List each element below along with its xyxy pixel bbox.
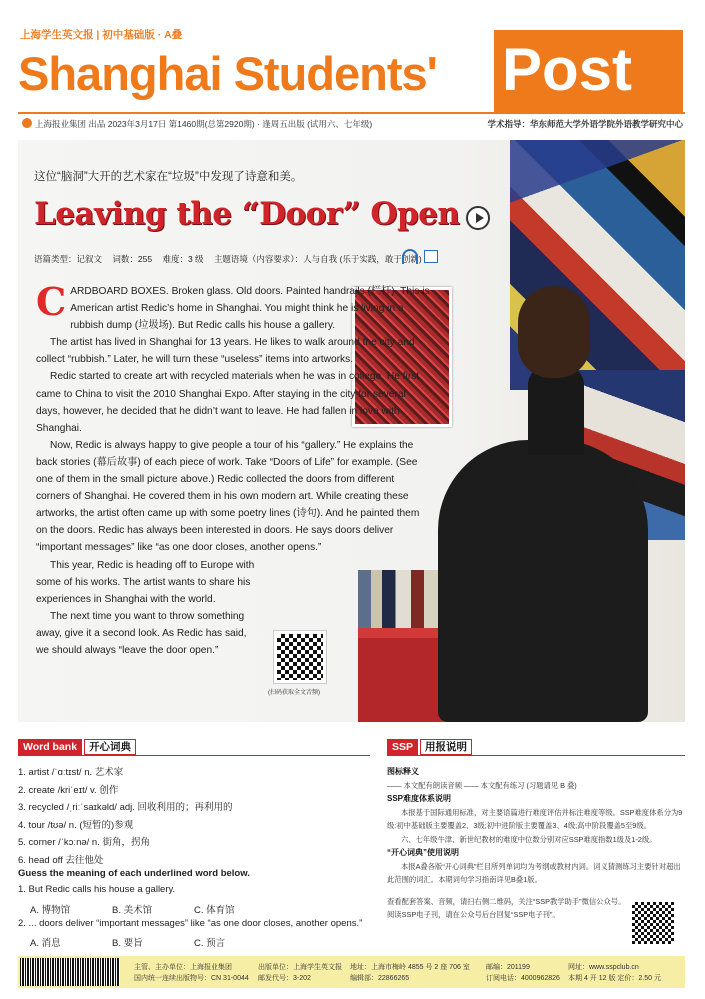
paragraph: Redic started to create art with recycled materials when he was in college. He first came to China to visit the 2010 Shanghai Expo. After staying in the city for several days, however, he decided that he didn’t want to leave. He had fallen in love with Shanghai. <box>36 371 420 434</box>
ssp-header <box>387 739 472 755</box>
footer-text: 地址：上海市梅岭 4855 号 2 座 706 室 <box>350 964 470 971</box>
wordbank-list <box>18 764 368 869</box>
artist-head <box>518 286 590 378</box>
paragraph <box>36 279 431 334</box>
ssp-subtitle: 用报说明 <box>420 739 472 755</box>
artist-neck <box>528 365 584 455</box>
footer-text: 出版单位：上海学生英文报 <box>258 964 342 971</box>
wordbank-title: Word bank <box>18 739 82 755</box>
word-item: 4. tour /tʊə/ n. (短暂的)参观 <box>18 819 134 831</box>
question-1: 1. But Redic calls his house a gallery. <box>18 884 176 895</box>
footer-text: 网址：www.sspclub.cn <box>568 964 639 971</box>
qr-caption: (扫码获取全文音频) <box>268 690 320 696</box>
masthead-rule <box>18 112 685 114</box>
paragraph: The next time you want to throw something away, give it a second look. As Redic has said, we should always “leave the door open.” <box>36 610 247 656</box>
question-2-options <box>30 935 276 949</box>
exercise-instruction: Guess the meaning of each underlined word below. <box>18 868 250 879</box>
issue-text: 上海报业集团 出品 2023年3月17日 第1460期(总第2920期) · 逢周五出版 (试用六、七年级) <box>35 119 373 129</box>
artist-figure <box>438 440 648 722</box>
play-icon[interactable] <box>466 206 490 230</box>
paragraph: The artist has lived in Shanghai for 13 years. He likes to walk around the city and collect “rubbish.” Later, he will turn these “useless” items into artworks. <box>36 337 415 366</box>
level-title: SSP难度体系说明 <box>387 794 452 803</box>
option[interactable]: A. 消息 <box>30 938 61 949</box>
footer-col-1 <box>134 962 249 984</box>
wordbank-subtitle: 开心词典 <box>84 739 136 755</box>
option[interactable]: A. 博物馆 <box>30 905 71 916</box>
footer-text: 主管、主办单位：上海报业集团 <box>134 964 232 971</box>
footer-col-5 <box>568 962 661 984</box>
icons-legend: —— 本文配有朗读音频 —— 本文配有练习 (习题请见 B 叠) <box>387 780 577 790</box>
footer-col-2 <box>258 962 342 984</box>
footer-col-3 <box>350 962 470 984</box>
academic-advisor: 学术指导：华东师范大学外语学院外语教学研究中心 <box>487 119 683 129</box>
paragraph: This year, Redic is heading off to Europe with some of his works. The artist wants to share his experiences in Shanghai with the world. <box>36 559 255 605</box>
headline: Leaving the “Door” Open <box>34 196 460 232</box>
ssp-rule <box>387 755 685 756</box>
ssp-title: SSP <box>387 739 418 755</box>
article-meta <box>34 253 430 265</box>
footer-text: 邮发代号：3-202 <box>258 975 311 982</box>
pencil-icon[interactable] <box>424 250 438 263</box>
meta-genre: 语篇类型：记叙文 <box>34 254 103 264</box>
wechat-qr-code[interactable] <box>632 902 674 944</box>
option[interactable]: C. 体育馆 <box>194 905 235 916</box>
icons-title: 图标释义 <box>387 767 419 776</box>
issue-info <box>22 118 372 130</box>
question-2: 2. ... doors deliver “important messages” like “as one door closes, another opens.” <box>18 918 363 929</box>
meta-words: 词数：255 <box>112 254 153 264</box>
level-text-2: 六、七年级牛津、新世纪教材的难度中位数分别对应SSP难度指数1级及1-2级。 <box>401 834 657 844</box>
footer-text: 国内统一连续出版物号：CN 31-0044 <box>134 975 249 982</box>
wordbank-header <box>18 739 136 755</box>
footer-text: 编辑部：22866265 <box>350 975 410 982</box>
word-item: 2. create /kriˈeɪt/ v. 创作 <box>18 784 119 796</box>
footer-text: 邮编：201199 <box>486 964 530 971</box>
meta-level: 难度：3 级 <box>162 254 204 264</box>
footer-text: 本期 4 开 12 版 定价：2.50 元 <box>568 975 661 982</box>
option[interactable]: B. 美术馆 <box>112 905 153 916</box>
level-text: 本报基于国际通用标准，对主要语篇进行难度评估并标注难度等级。SSP难度体系分为9级:初中基础版主要覆盖2、3级;初中进阶版主要覆盖3、4级;高中阶段覆盖5至9级。 <box>387 807 683 830</box>
paragraph: Now, Redic is always happy to give people a tour of his “gallery.” He explains the back stories (幕后故事) of each piece of work. Take “Doors of Life” for example. (See one of them in the small picture above.) Redic collected the doors from different corners of Shanghai. He covered them in his own modern art. While creating these artworks, the artist often came up with some poetry lines (诗句). And he painted them on the doors. Redic has always been interested in doors. He says doors deliver “important messages” like “as one door closes, another opens.” <box>36 439 420 554</box>
audio-qr-code[interactable] <box>274 631 326 683</box>
dict-title: “开心词典”使用说明 <box>387 848 459 857</box>
note-1: 查看配套答案、音频，请扫右侧二维码，关注“SSP教学助手”微信公众号。 <box>387 896 626 906</box>
tagline: 上海学生英文报 | 初中基础版 · A叠 <box>20 29 183 41</box>
dict-text: 本报A叠各版“开心词典”栏目所列单词均为考纲或教材内词。词义猜测练习主要针对超出此范围的词汇。本期词句学习指南详见B叠1版。 <box>387 861 681 884</box>
word-item: 1. artist /ˈɑːtɪst/ n. 艺术家 <box>18 767 124 778</box>
meta-theme: 主题语境（内容要求）：人与自我 (乐于实践，敢于创新) <box>213 254 422 264</box>
masthead-title: Shanghai Students' <box>18 47 437 100</box>
footer-col-4 <box>486 962 560 984</box>
paragraph-text: ARDBOARD BOXES. Broken glass. Old doors. Painted handrails (栏杆). This is American artist Redic’s home in Shanghai. You might think he is living in a rubbish dump (垃圾场). But Redic calls his house a gallery. <box>70 286 430 332</box>
word-item: 5. corner /ˈkɔːnə/ n. 街角，拐角 <box>18 837 150 848</box>
note-2: 阅读SSP电子刊，请在公众号后台回复“SSP电子刊”。 <box>387 910 560 919</box>
footer-text: 订阅电话：4000962826 <box>486 975 560 982</box>
option[interactable]: B. 要旨 <box>112 938 143 949</box>
question-1-options <box>30 902 276 916</box>
kicker: 这位“脑洞”大开的艺术家在“垃圾”中发现了诗意和美。 <box>34 171 303 183</box>
ssp-instructions <box>387 765 685 922</box>
wordbank-rule <box>18 755 370 756</box>
barcode <box>20 958 120 986</box>
article-body <box>36 279 431 659</box>
drop-cap: C <box>36 279 67 324</box>
word-item: 6. head off 去往他处 <box>18 854 104 866</box>
word-item: 3. recycled /ˌriːˈsaɪkəld/ adj. 回收利用的；再利用的 <box>18 802 233 813</box>
option[interactable]: C. 预言 <box>194 938 226 949</box>
publisher-logo-icon <box>22 118 32 128</box>
headphone-icon[interactable] <box>402 249 418 264</box>
masthead-post: Post <box>502 36 633 103</box>
